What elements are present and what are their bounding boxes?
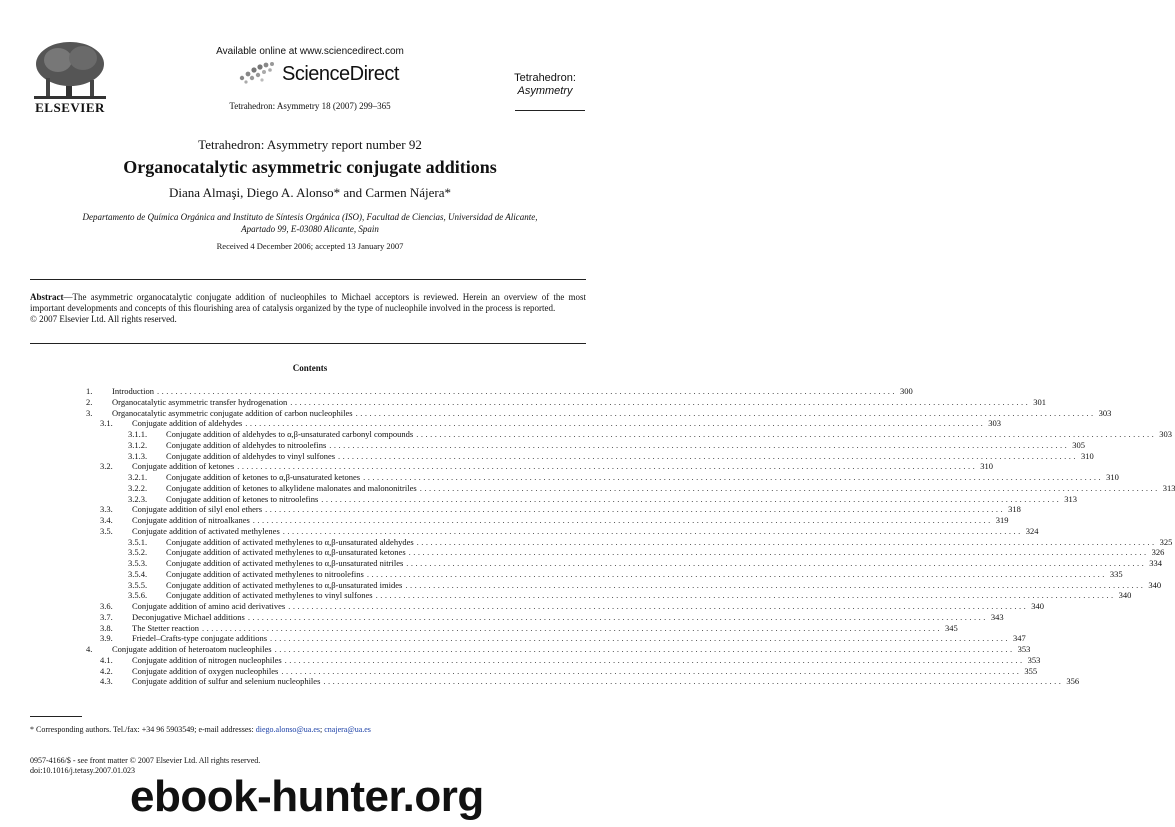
toc-entry[interactable] [86,407,1112,419]
toc-number: 3.2. [100,461,113,472]
toc-entry[interactable] [100,525,1039,537]
toc-number: 3.6. [100,601,113,611]
toc-page-number: 347 [1013,633,1026,644]
toc-leader-dots: ................................................................................................................................................................ [375,590,1116,601]
toc-page-number: 303 [1159,429,1172,439]
toc-page-number: 340 [1031,601,1044,611]
toc-page-number: 310 [980,461,993,472]
toc-entry[interactable] [128,472,1119,483]
toc-number: 3.5. [100,525,113,536]
toc-page-number: 326 [1151,547,1165,558]
affiliation [50,211,570,235]
toc-leader-dots: ................................................................................................................................................................ [284,654,1025,665]
toc-title: Conjugate addition of activated methylenes to α,β-unsaturated imides [166,579,403,590]
toc-entry[interactable] [100,611,1004,623]
toc-title: Conjugate addition of sulfur and selenium nucleophiles [132,676,321,687]
toc-leader-dots: ................................................................................................................................................................ [416,429,1157,439]
toc-number: 2. [86,396,93,407]
toc-leader-dots: ................................................................................................................................................................ [237,461,978,472]
toc-page-number: 310 [1081,450,1094,461]
toc-entry[interactable] [100,622,958,634]
watermark-text: ebook-hunter.org [130,772,484,821]
toc-entry[interactable] [128,547,1165,558]
toc-leader-dots: ................................................................................................................................................................ [416,536,1157,547]
toc-leader-dots: ................................................................................................................................................................ [323,676,1064,687]
toc-entry[interactable] [100,654,1041,666]
toc-page-number: 310 [1106,472,1119,482]
toc-title: Deconjugative Michael additions [132,611,245,622]
toc-title: Conjugate addition of ketones [132,461,235,472]
affiliation-line1: Departamento de Química Orgánica and Instituto de Síntesis Orgánica (ISO), Facultad de Ciencias, Universidad de Alicante, [82,212,538,222]
toc-leader-dots: ................................................................................................................................................................ [329,439,1070,450]
email-link-najera[interactable]: cnajera@ua.es [324,725,371,734]
toc-number: 3.2.1. [128,472,148,482]
journal-rule [515,110,585,111]
toc-entry[interactable] [128,493,1078,505]
toc-entry[interactable] [128,482,1175,494]
toc-entry[interactable] [100,504,1021,515]
toc-entry[interactable] [128,450,1094,462]
toc-number: 3.1.1. [128,429,148,439]
toc-page-number: 335 [1109,568,1123,579]
toc-leader-dots: ................................................................................................................................................................ [366,568,1107,579]
toc-leader-dots: ................................................................................................................................................................ [288,601,1029,611]
toc-page-number: 343 [990,611,1004,622]
toc-title: Conjugate addition of aldehydes to nitroolefins [166,439,327,450]
toc-page-number: 303 [988,418,1001,429]
toc-leader-dots: ................................................................................................................................................................ [274,644,1015,654]
toc-leader-dots: ................................................................................................................................................................ [245,418,986,429]
toc-entry[interactable] [128,590,1132,601]
toc-leader-dots: ................................................................................................................................................................ [321,493,1062,504]
toc-number: 3.8. [100,622,113,633]
toc-entry[interactable] [100,418,1001,429]
toc-page-number: 334 [1149,558,1163,568]
contents-heading: Contents [292,363,328,373]
abstract-top-rule [30,279,586,280]
toc-leader-dots: ................................................................................................................................................................ [282,525,1023,536]
journal-citation: Tetrahedron: Asymmetry 18 (2007) 299–365 [229,101,391,111]
available-online-text: Available online at www.sciencedirect.com [216,46,404,57]
toc-title: Conjugate addition of activated methylenes to vinyl sulfones [166,590,373,601]
toc-page-number: 300 [900,386,913,396]
toc-title: Conjugate addition of silyl enol ethers [132,504,263,515]
received-dates: Received 4 December 2006; accepted 13 January 2007 [216,241,404,251]
toc-leader-dots: ................................................................................................................................................................ [247,611,988,622]
toc-page-number: 353 [1027,654,1041,665]
toc-entry[interactable] [128,558,1163,569]
toc-number: 3.1.2. [128,439,148,450]
footnote [30,725,590,734]
abstract-bottom-rule [30,343,586,344]
toc-title: Conjugate addition of aldehydes to α,β-unsaturated carbonyl compounds [166,429,414,439]
toc-leader-dots: ................................................................................................................................................................ [419,482,1160,493]
toc-number: 3.3. [100,504,113,515]
abstract-text: —The asymmetric organocatalytic conjugate addition of nucleophiles to Michael acceptors is reviewed. Herein an overview of the most important developments and concepts of this flourishing area of catalysis organized by the type of nucleophile involved in the process is reported. [30,292,586,313]
toc-entry[interactable] [128,429,1172,440]
sciencedirect-wordmark: ScienceDirect [282,63,399,85]
report-number: Tetrahedron: Asymmetry report number 92 [198,137,422,152]
toc-leader-dots: ................................................................................................................................................................ [252,515,993,525]
toc-page-number: 324 [1025,525,1039,536]
toc-title: Introduction [112,386,155,396]
abstract-label: Abstract [30,292,64,302]
toc-entry[interactable] [86,396,1046,408]
toc-page-number: 305 [1072,439,1086,450]
toc-leader-dots: ................................................................................................................................................................ [355,407,1096,418]
toc-title: Conjugate addition of aldehydes [132,418,243,429]
toc-page-number: 325 [1159,536,1173,547]
toc-entry[interactable] [100,515,1009,526]
toc-title: Conjugate addition of nitrogen nucleophiles [132,654,282,665]
toc-entry[interactable] [86,644,1031,655]
toc-title: Organocatalytic asymmetric conjugate addition of carbon nucleophiles [112,407,353,418]
abstract [30,292,586,325]
toc-page-number: 353 [1017,644,1031,654]
email-link-alonso[interactable]: diego.alonso@ua.es [255,725,321,734]
toc-page-number: 313 [1162,482,1175,493]
toc-title: Friedel–Crafts-type conjugate additions [132,633,268,644]
toc-title: Conjugate addition of amino acid derivatives [132,601,286,611]
publisher-name: ELSEVIER [35,100,105,115]
toc-number: 3. [86,407,93,418]
toc-number: 3.1.3. [128,450,148,461]
toc-number: 3.5.5. [128,579,148,590]
toc-title: Conjugate addition of ketones to nitroolefins [166,493,319,504]
toc-leader-dots: ................................................................................................................................................................ [406,558,1147,568]
toc-number: 3.5.2. [128,547,148,558]
toc-number: 3.4. [100,515,113,525]
toc-entry[interactable] [128,439,1086,451]
toc-leader-dots: ................................................................................................................................................................ [265,504,1006,515]
toc-entry[interactable] [128,579,1162,591]
toc-number: 3.5.3. [128,558,148,568]
toc-number: 3.1. [100,418,113,429]
toc-entry[interactable] [100,676,1080,687]
toc-title: Conjugate addition of nitroalkanes [132,515,250,525]
affiliation-line2: Apartado 99, E-03080 Alicante, Spain [241,224,379,234]
toc-number: 1. [86,386,93,396]
footnote-rule [30,716,82,717]
toc-page-number: 340 [1118,590,1132,601]
toc-page-number: 340 [1148,579,1162,590]
toc-leader-dots: ................................................................................................................................................................ [338,450,1079,461]
toc-title: Organocatalytic asymmetric transfer hydrogenation [112,396,288,407]
journal-name-line1: Tetrahedron: [514,72,576,84]
toc-entry[interactable] [100,633,1026,644]
footnote-text: * Corresponding authors. Tel./fax: +34 96 5903549; e-mail addresses: [30,725,256,734]
toc-page-number: 301 [1033,396,1046,407]
toc-title: Conjugate addition of oxygen nucleophiles [132,665,279,676]
toc-title: Conjugate addition of ketones to alkylidene malonates and malononitriles [166,482,417,493]
toc-leader-dots: ................................................................................................................................................................ [290,396,1031,407]
toc-leader-dots: ................................................................................................................................................................ [408,547,1149,558]
toc-entry[interactable] [100,665,1038,677]
article-title: Organocatalytic asymmetric conjugate additions [123,157,497,177]
toc-entry[interactable] [100,461,993,472]
toc-entry[interactable] [128,536,1173,548]
doi-line: doi:10.1016/j.tetasy.2007.01.023 [30,766,136,775]
toc-leader-dots: ................................................................................................................................................................ [281,665,1022,676]
journal-name [495,72,595,98]
toc-page-number: 313 [1064,493,1078,504]
toc-page-number: 345 [945,622,958,633]
toc-number: 3.5.1. [128,536,148,547]
toc-leader-dots: ................................................................................................................................................................ [157,386,898,396]
toc-leader-dots: ................................................................................................................................................................ [363,472,1104,482]
toc-leader-dots: ................................................................................................................................................................ [202,622,943,633]
toc-title: Conjugate addition of aldehydes to vinyl sulfones [166,450,336,461]
issn-line: 0957-4166/$ - see front matter © 2007 Elsevier Ltd. All rights reserved. [30,756,261,765]
toc-title: Conjugate addition of activated methylenes to α,β-unsaturated nitriles [166,558,404,568]
toc-page-number: 355 [1024,665,1038,676]
toc-number: 4.1. [100,654,113,665]
toc-number: 3.2.2. [128,482,148,493]
toc-page-number: 318 [1008,504,1021,515]
copyright: © 2007 Elsevier Ltd. All rights reserved. [30,314,177,324]
toc-title: Conjugate addition of heteroatom nucleophiles [112,644,272,654]
toc-number: 4.3. [100,676,113,687]
toc-number: 4.2. [100,665,113,676]
toc-title: Conjugate addition of activated methylenes to α,β-unsaturated aldehydes [166,536,414,547]
article-authors: Diana Almaşi, Diego A. Alonso* and Carmen Nájera* [169,185,451,200]
toc-entry[interactable] [100,601,1044,612]
toc-number: 3.5.4. [128,568,148,579]
toc-leader-dots: ................................................................................................................................................................ [270,633,1011,644]
toc-number: 3.9. [100,633,113,644]
toc-page-number: 319 [995,515,1009,525]
toc-title: Conjugate addition of activated methylenes [132,525,280,536]
toc-title: Conjugate addition of ketones to α,β-unsaturated ketones [166,472,361,482]
email-separator: ; [320,725,325,734]
toc-number: 3.2.3. [128,493,148,504]
toc-number: 3.7. [100,611,113,622]
toc-page-number: 356 [1066,676,1080,687]
toc-title: Conjugate addition of activated methylenes to α,β-unsaturated ketones [166,547,406,558]
toc-title: Conjugate addition of activated methylenes to nitroolefins [166,568,364,579]
toc-page-number: 303 [1098,407,1112,418]
toc-title: The Stetter reaction [132,622,200,633]
journal-name-line2: Asymmetry [517,85,573,97]
toc-number: 3.5.6. [128,590,148,601]
toc-number: 4. [86,644,93,654]
toc-entry[interactable] [128,568,1123,580]
toc-leader-dots: ................................................................................................................................................................ [405,579,1146,590]
toc-entry[interactable] [86,386,913,397]
